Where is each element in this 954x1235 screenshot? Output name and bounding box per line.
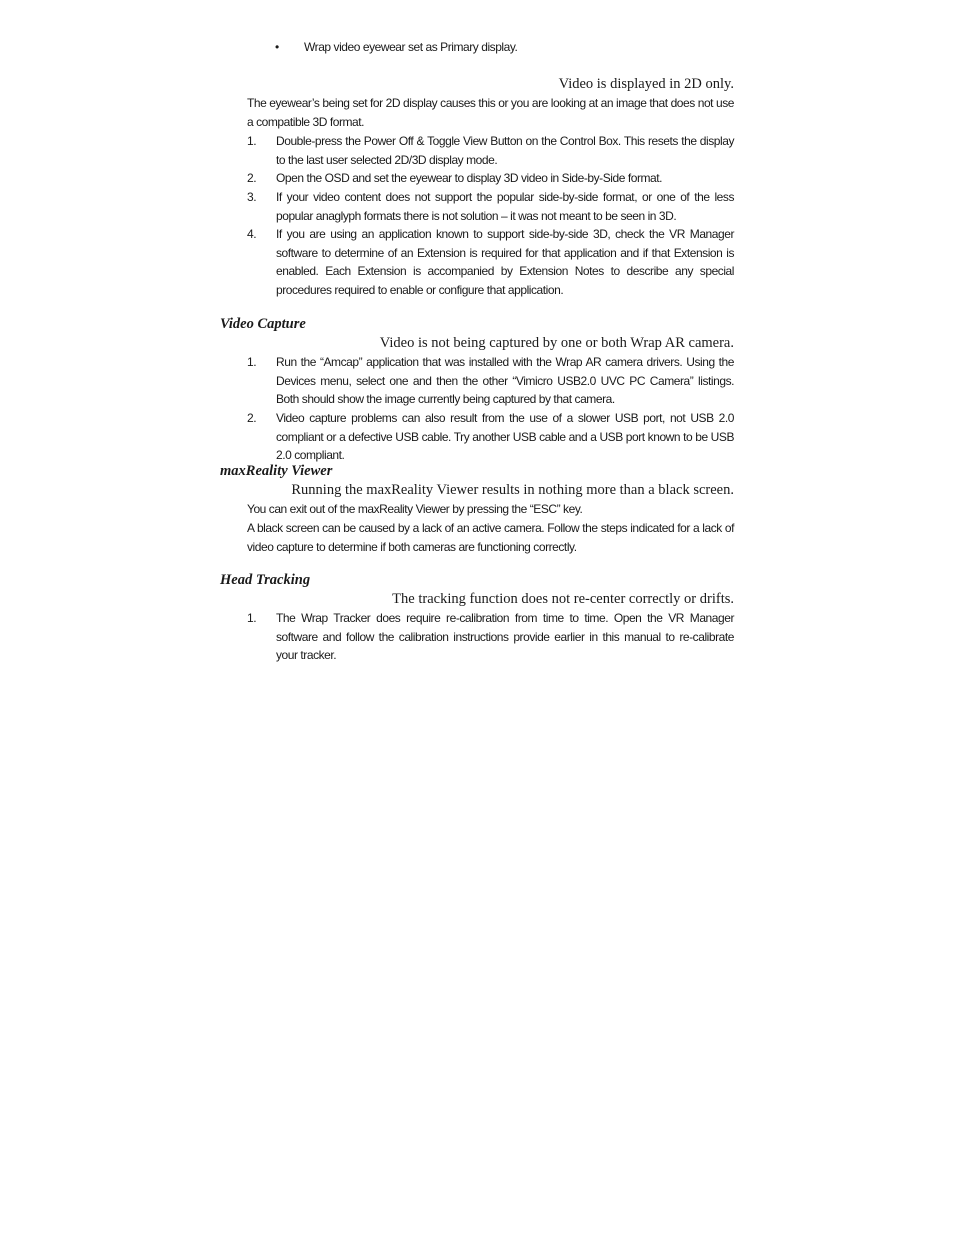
heading-head-tracking: Head Tracking [220, 572, 311, 588]
list-item [247, 353, 734, 409]
heading-maxreality-viewer: maxReality Viewer [220, 463, 333, 479]
list-number: 1. [247, 611, 257, 625]
list-number: 1. [247, 134, 257, 148]
list-text: Video capture problems can also result from the use of a slower USB port, not USB 2.0 compliant or a defective USB cable. Try another USB cable and a USB port known to be USB 2.0 compliant. [276, 411, 734, 463]
list-text: Double-press the Power Off & Toggle View Button on the Control Box. This resets the display to the last user selected 2D/3D display mode. [276, 134, 734, 167]
symptom-video-capture: Video is not being captured by one or both Wrap AR camera. [379, 335, 734, 351]
list-item [247, 169, 734, 188]
heading-video-capture: Video Capture [220, 316, 306, 332]
list-text: Run the “Amcap” application that was installed with the Wrap AR camera drivers. Using the Devices menu, select one and then the other “Vimicro USB2.0 UVC PC Camera” listings. Both should show the image currently being captured by that camera. [276, 355, 734, 407]
list-item [247, 225, 734, 300]
list-text: Open the OSD and set the eyewear to display 3D video in Side-by-Side format. [276, 171, 663, 185]
list-number: 3. [247, 190, 257, 204]
list-text: If your video content does not support the popular side-by-side format, or one of the less popular anaglyph formats there is not solution – it was not meant to be seen in 3D. [276, 190, 734, 223]
viewer-paragraph-black-screen: A black screen can be caused by a lack of an active camera. Follow the steps indicated for a lack of video capture to determine if both cameras are functioning correctly. [247, 521, 734, 554]
symptom-2d: Video is displayed in 2D only. [558, 76, 734, 92]
bullet-icon: • [275, 40, 279, 54]
symptom-maxreality-viewer: Running the maxReality Viewer results in nothing more than a black screen. [291, 482, 734, 498]
viewer-paragraph-exit: You can exit out of the maxReality Viewer by pressing the “ESC” key. [247, 502, 583, 516]
list-number: 4. [247, 227, 257, 241]
list-item [247, 132, 734, 169]
list-number: 2. [247, 171, 257, 185]
list-item [247, 409, 734, 465]
symptom-head-tracking: The tracking function does not re-center correctly or drifts. [392, 591, 734, 607]
list-item [247, 188, 734, 225]
list-item [247, 609, 734, 665]
list-text: If you are using an application known to support side-by-side 3D, check the VR Manager software to determine of an Extension is required for that application and if that Extension is enabled. Each Extension is accompanied by Extension Notes to describe any special procedures required to enable or configure that application. [276, 227, 734, 298]
description-2d: The eyewear’s being set for 2D display causes this or you are looking at an image that does not use a compatible 3D format. [247, 96, 734, 129]
list-number: 2. [247, 411, 257, 425]
list-number: 1. [247, 355, 257, 369]
list-text: The Wrap Tracker does require re-calibration from time to time. Open the VR Manager software and follow the calibration instructions provide earlier in this manual to re-calibrate your tracker. [276, 611, 734, 663]
bullet-text: Wrap video eyewear set as Primary display. [304, 40, 518, 54]
